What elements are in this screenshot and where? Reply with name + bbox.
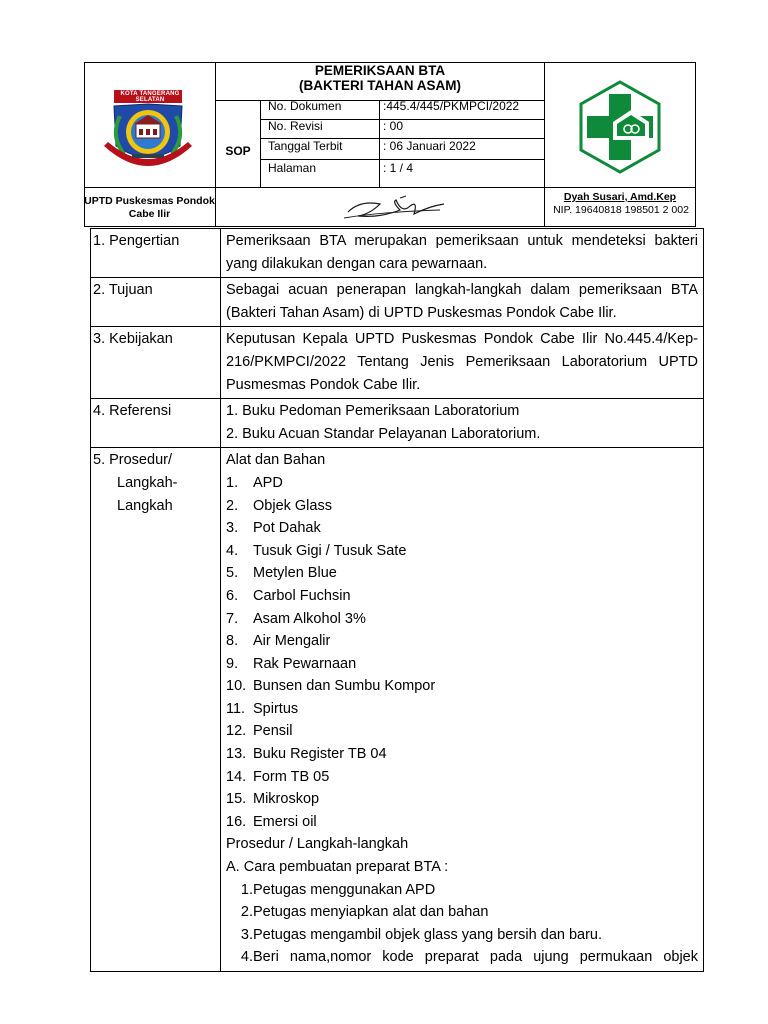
alat-item-number: 10. [226, 678, 247, 695]
alat-item-number: 1. [226, 474, 239, 491]
divider [84, 187, 696, 188]
sop-content-table [90, 228, 704, 972]
alat-item [226, 788, 698, 811]
alat-item-text: Pensil [253, 723, 293, 740]
alat-item [226, 608, 698, 631]
alat-item-number: 12. [226, 723, 247, 740]
meta-value-page: : 1 / 4 [383, 161, 414, 175]
alat-item-number: 7. [226, 610, 239, 627]
prosedur-subheading: A. Cara pembuatan preparat BTA : [226, 859, 449, 876]
alat-item [226, 766, 698, 789]
title-line-2: (BAKTERI TAHAN ASAM) [299, 78, 461, 93]
signer-name: Dyah Susari, Amd.Kep [563, 191, 677, 203]
section-label-referensi: 4. Referensi [91, 399, 221, 448]
table-row [91, 399, 704, 448]
sop-label: SOP [225, 144, 251, 158]
alat-item-text: Asam Alkohol 3% [253, 610, 366, 627]
alat-item [226, 743, 698, 766]
table-row [91, 327, 704, 399]
alat-item-text: Rak Pewarnaan [253, 655, 357, 672]
section-label-prosedur [91, 448, 221, 972]
label-line: 5. Prosedur/ [93, 452, 172, 469]
alat-item-text: Form TB 05 [253, 768, 330, 785]
procedure-step-text: Beri nama,nomor kode preparat pada ujung permukaan objek [253, 949, 698, 966]
meta-label-document: No. Dokumen [268, 99, 342, 113]
alat-item [226, 562, 698, 585]
alat-item-text: Bunsen dan Sumbu Kompor [253, 678, 436, 695]
alat-item-number: 13. [226, 746, 247, 763]
procedure-step-number: 2. [240, 904, 253, 921]
section-label-tujuan: 2. Tujuan [91, 278, 221, 327]
procedure-step [226, 924, 698, 947]
alat-item [226, 698, 698, 721]
alat-item-text: Tusuk Gigi / Tusuk Sate [253, 542, 407, 559]
table-row [91, 448, 704, 972]
procedure-step-text: Petugas mengambil objek glass yang bersih dan baru. [253, 926, 603, 943]
alat-item [226, 540, 698, 563]
meta-value-revision: : 00 [383, 119, 404, 133]
signer-nip: NIP. 19640818 198501 2 002 [553, 204, 689, 216]
alat-item-number: 4. [226, 542, 239, 559]
divider [260, 100, 261, 187]
alat-item [226, 675, 698, 698]
section-text-pengertian: Pemeriksaan BTA merupakan pemeriksaan untuk mendeteksi bakteri yang dilakukan dengan cara pewarnaan. [221, 229, 704, 278]
procedure-step [226, 879, 698, 902]
meta-label-date: Tanggal Terbit [268, 139, 343, 153]
alat-item [226, 495, 698, 518]
meta-label-revision: No. Revisi [268, 119, 323, 133]
meta-value-date: : 06 Januari 2022 [383, 139, 476, 153]
alat-heading: Alat dan Bahan [226, 452, 326, 469]
alat-item [226, 720, 698, 743]
procedure-step [226, 946, 698, 969]
document-title [216, 63, 544, 93]
section-body-prosedur [221, 448, 704, 972]
table-row [91, 229, 704, 278]
section-label-pengertian: 1. Pengertian [91, 229, 221, 278]
procedure-step-number: 1. [240, 881, 253, 898]
alat-item-text: Carbol Fuchsin [253, 587, 351, 604]
alat-item [226, 630, 698, 653]
procedure-step [226, 901, 698, 924]
label-line: Langkah [117, 497, 173, 514]
alat-item-text: APD [253, 474, 283, 491]
alat-item-number: 16. [226, 813, 247, 830]
alat-item-number: 5. [226, 565, 239, 582]
list-item: 2. Buku Acuan Standar Pelayanan Laboratorium. [226, 425, 541, 442]
alat-item-text: Objek Glass [253, 497, 332, 514]
alat-item-text: Metylen Blue [253, 565, 337, 582]
alat-item-text: Mikroskop [253, 791, 320, 808]
alat-item-text: Emersi oil [253, 813, 317, 830]
alat-item [226, 653, 698, 676]
section-text-kebijakan: Keputusan Kepala UPTD Puskesmas Pondok Cabe Ilir No.445.4/Kep-216/PKMPCI/2022 Tentang Jenis Pemeriksaan Laboratorium UPTD Pusmesmas Pondok Cabe Ilir. [221, 327, 704, 399]
org-name: UPTD Puskesmas Pondok Cabe Ilir [84, 195, 215, 220]
list-item: 1. Buku Pedoman Pemeriksaan Laboratorium [226, 403, 520, 420]
alat-item [226, 811, 698, 834]
alat-item [226, 472, 698, 495]
procedure-step-number: 3. [240, 926, 253, 943]
logo-motto-text: CERDAS MODERN RELIGIUS [115, 166, 185, 172]
alat-item-text: Air Mengalir [253, 633, 331, 650]
section-text-tujuan: Sebagai acuan penerapan langkah-langkah dalam pemeriksaan BTA (Bakteri Tahan Asam) di UPTD Puskesmas Pondok Cabe Ilir. [221, 278, 704, 327]
alat-item-text: Buku Register TB 04 [253, 746, 387, 763]
section-label-kebijakan: 3. Kebijakan [91, 327, 221, 399]
prosedur-heading: Prosedur / Langkah-langkah [226, 836, 409, 853]
alat-item-number: 15. [226, 791, 247, 808]
alat-item-number: 8. [226, 633, 239, 650]
procedure-step-number: 4. [240, 949, 253, 966]
title-line-1: PEMERIKSAAN BTA [314, 63, 446, 78]
alat-item-number: 3. [226, 520, 239, 537]
label-line: Langkah- [117, 474, 178, 491]
alat-item-number: 2. [226, 497, 239, 514]
table-row [91, 278, 704, 327]
alat-item [226, 585, 698, 608]
alat-item-number: 14. [226, 768, 247, 785]
alat-list [226, 472, 698, 834]
divider [260, 159, 545, 160]
alat-item [226, 517, 698, 540]
logo-banner-text: KOTA TANGERANG SELATAN [120, 91, 180, 103]
steps-list [226, 879, 698, 969]
procedure-step-text: Petugas menyiapkan alat dan bahan [253, 904, 489, 921]
meta-value-document: :445.4/445/PKMPCI/2022 [383, 99, 520, 113]
alat-item-text: Spirtus [253, 700, 299, 717]
alat-item-text: Pot Dahak [253, 520, 321, 537]
procedure-step-text: Petugas menggunakan APD [253, 881, 436, 898]
alat-item-number: 6. [226, 587, 239, 604]
meta-label-page: Halaman [268, 161, 317, 175]
alat-item-number: 9. [226, 655, 239, 672]
alat-item-number: 11. [226, 700, 246, 717]
divider [379, 100, 380, 187]
section-list-referensi [221, 399, 704, 448]
puskesmas-logo [573, 80, 667, 174]
signature-image [340, 192, 450, 224]
